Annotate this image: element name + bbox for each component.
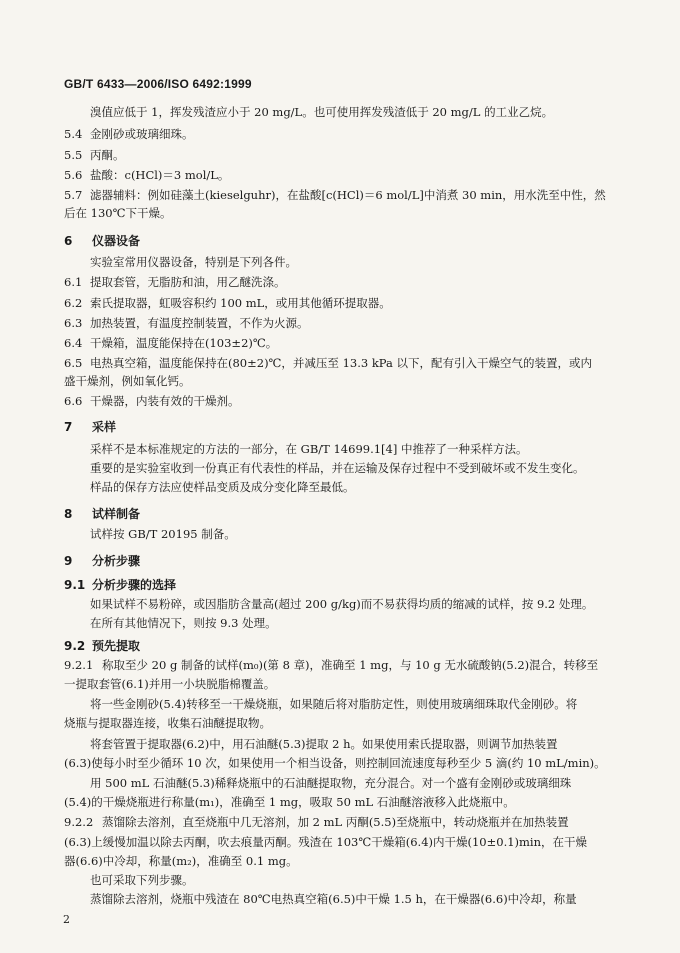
text-line-28: 将一些金刚砂(5.4)转移至一干燥烧瓶，如果随后将对脂肪定性，则使用玻璃细珠取代金刚砂。将 xyxy=(90,697,578,711)
text-line-30: 将套管置于提取器(6.2)中，用石油醚(5.3)提取 2 h。如果使用索氏提取器，则调节加热装置 xyxy=(90,737,558,751)
section-8-heading: 8 试样制备 xyxy=(64,507,141,521)
page-number: 2 xyxy=(63,913,70,926)
clause-5-6: 5.6 盐酸：c(HCl)＝3 mol/L。 xyxy=(64,168,230,182)
clause-5-5: 5.5 丙酮。 xyxy=(64,148,125,162)
section-9-heading: 9 分析步骤 xyxy=(64,554,141,568)
section-7-heading: 7 采样 xyxy=(64,420,117,434)
section-9-1-heading: 9.1 分析步骤的选择 xyxy=(64,578,177,592)
text-line-37: 也可采取下列步骤。 xyxy=(90,873,194,887)
text-line-17: 重要的是实验室收到一份真正有代表性的样品，并在运输及保存过程中不受到破坏或不发生变化。 xyxy=(90,461,585,475)
clause-5-4: 5.4 金刚砂或玻璃细珠。 xyxy=(64,127,194,141)
text-line-13: 盛干燥剂，例如氧化钙。 xyxy=(64,374,191,388)
clause-6-5: 6.5 电热真空箱，温度能保持在(80±2)℃，并减压至 13.3 kPa 以下，配有引入干燥空气的装置，或内 xyxy=(64,356,593,370)
text-line-16: 采样不是本标准规定的方法的一部分，在 GB/T 14699.1[4] 中推荐了一种采样方法。 xyxy=(90,442,528,456)
text-line-38: 蒸馏除去溶剂，烧瓶中残渣在 80℃电热真空箱(6.5)中干燥 1.5 h，在干燥器(6.6)中冷却，称量 xyxy=(90,892,577,906)
clause-6-2: 6.2 索氏提取器，虹吸容积约 100 mL，或用其他循环提取器。 xyxy=(64,296,391,310)
text-line-7: 实验室常用仪器设备，特别是下列各件。 xyxy=(90,255,297,269)
clause-5-7: 5.7 滤器辅料：例如硅藻土(kieselguhr)，在盐酸[c(HCl)＝6 mol/L]中消煮 30 min，用水洗至中性，然 xyxy=(64,188,606,202)
text-line-36: 器(6.6)中冷却，称量(m₂)，准确至 0.1 mg。 xyxy=(64,854,298,868)
standard-number-header: GB/T 6433—2006/ISO 6492:1999 xyxy=(64,77,252,91)
text-line-32: 用 500 mL 石油醚(5.3)稀释烧瓶中的石油醚提取物，充分混合。对一个盛有金刚砂或玻璃细珠 xyxy=(90,776,572,790)
clause-6-6: 6.6 干燥器，内装有效的干燥剂。 xyxy=(64,394,240,408)
text-line-27: 一提取套管(6.1)并用一小块脱脂棉覆盖。 xyxy=(64,677,276,691)
clause-9-2-2: 9.2.2 蒸馏除去溶剂，直至烧瓶中几无溶剂，加 2 mL 丙酮(5.5)至烧瓶中，转动烧瓶并在加热装置 xyxy=(64,815,569,829)
text-line-33: (5.4)的干燥烧瓶进行称量(m₁)，准确至 1 mg，吸取 50 mL 石油醚溶液移入此烧瓶中。 xyxy=(64,795,515,809)
text-line-18: 样品的保存方法应使样品变质及成分变化降至最低。 xyxy=(90,480,355,494)
text-line-29: 烧瓶与提取器连接，收集石油醚提取物。 xyxy=(64,716,271,730)
text-line-35: (6.3)上缓慢加温以除去丙酮，吹去痕量丙酮。残渣在 103℃干燥箱(6.4)内干燥(10±0.1)min，在干燥 xyxy=(64,835,588,849)
text-line-31: (6.3)使每小时至少循环 10 次，如果使用一个相当设备，则控制回流速度每秒至少 5 滴(约 10 mL/min)。 xyxy=(64,756,606,770)
section-9-2-heading: 9.2 预先提取 xyxy=(64,639,141,653)
text-line-0: 溴值应低于 1，挥发残渣应小于 20 mg/L。也可使用挥发残渣低于 20 mg/L 的工业乙烷。 xyxy=(90,105,554,119)
text-line-24: 在所有其他情况下，则按 9.3 处理。 xyxy=(90,616,277,630)
clause-6-3: 6.3 加热装置，有温度控制装置，不作为火源。 xyxy=(64,316,309,330)
text-line-5: 后在 130℃下干燥。 xyxy=(64,206,172,220)
clause-6-1: 6.1 提取套管，无脂肪和油，用乙醚洗涤。 xyxy=(64,275,286,289)
text-line-20: 试样按 GB/T 20195 制备。 xyxy=(90,527,236,541)
text-line-23: 如果试样不易粉碎，或因脂肪含量高(超过 200 g/kg)而不易获得均质的缩减的试样，按 9.2 处理。 xyxy=(90,597,594,611)
clause-6-4: 6.4 干燥箱，温度能保持在(103±2)℃。 xyxy=(64,336,278,350)
clause-9-2-1: 9.2.1 称取至少 20 g 制备的试样(m₀)(第 8 章)，准确至 1 mg，与 10 g 无水硫酸钠(5.2)混合，转移至 xyxy=(64,658,599,672)
section-6-heading: 6 仪器设备 xyxy=(64,234,141,248)
